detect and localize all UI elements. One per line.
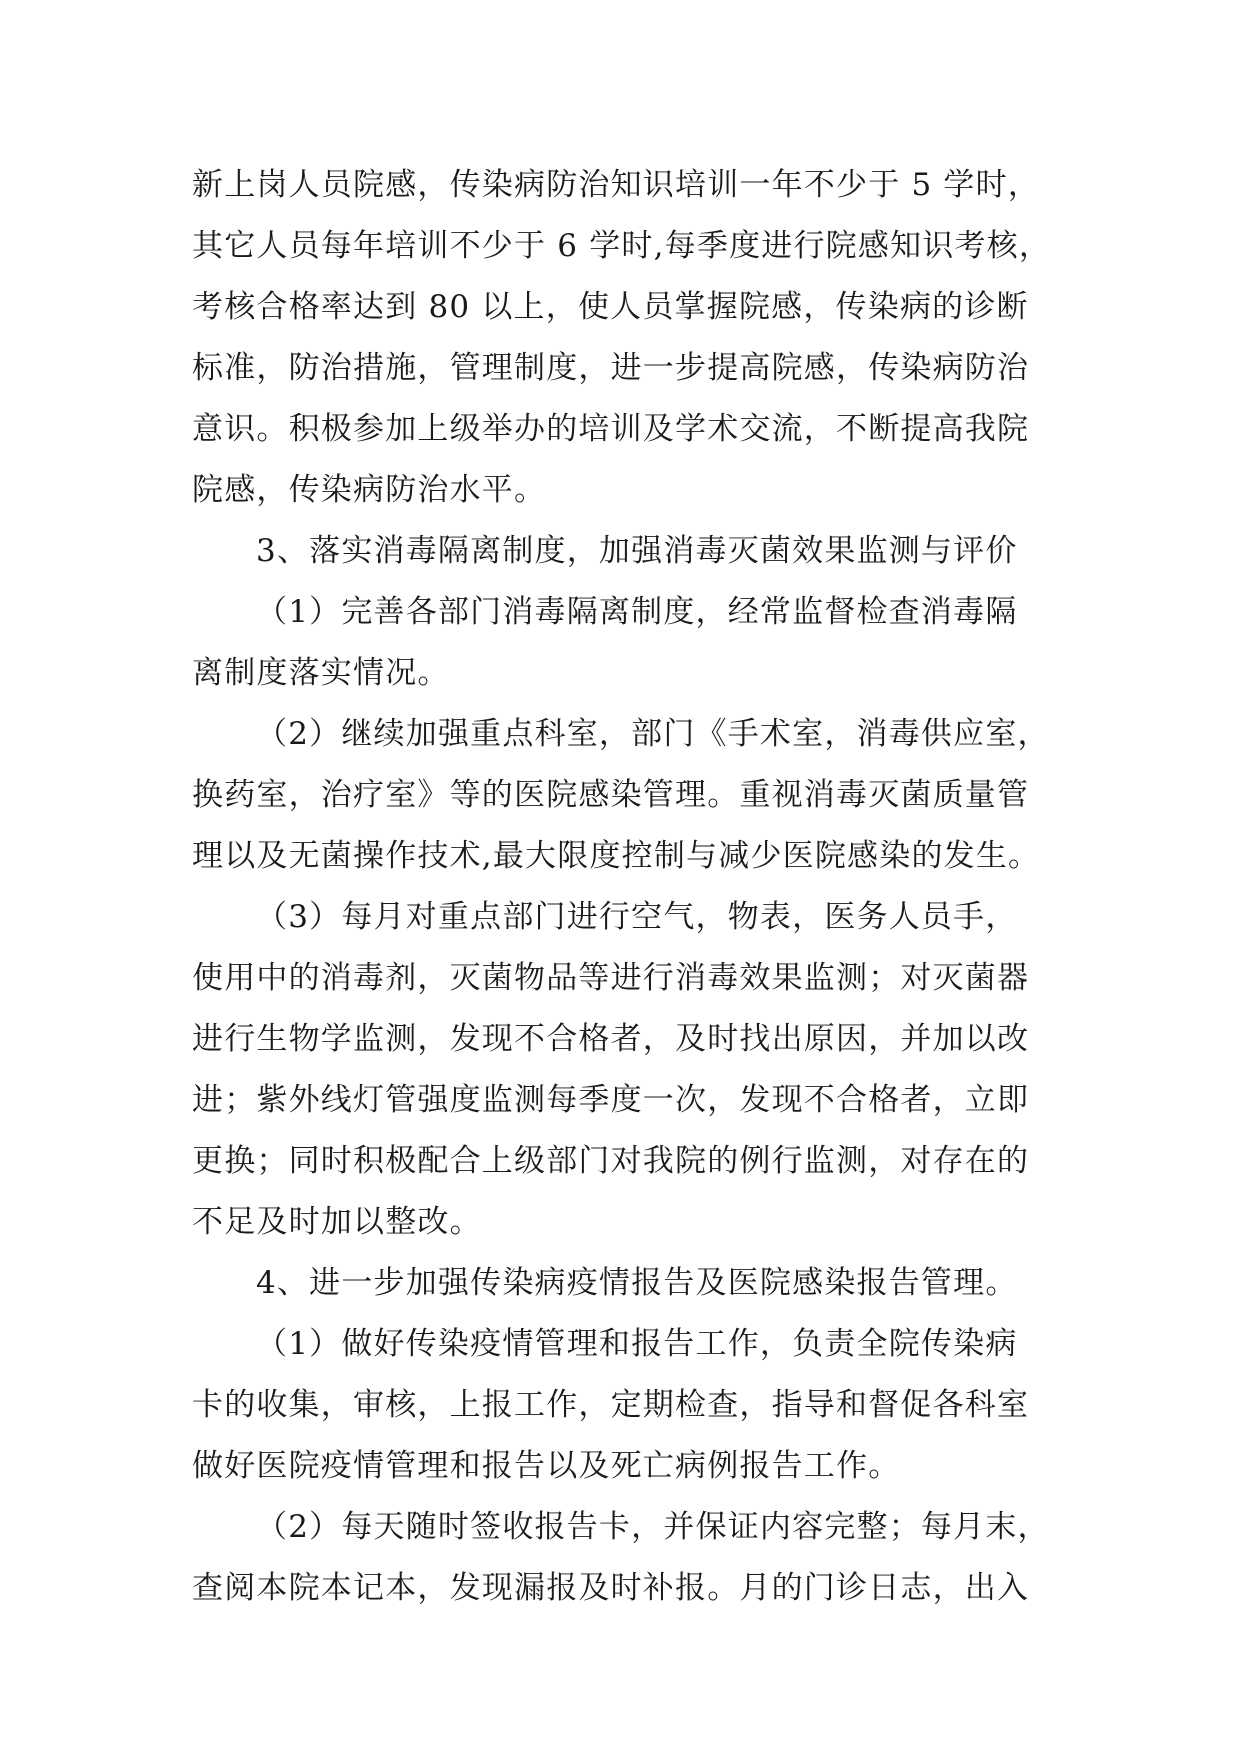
text-line: 卡的收集，审核，上报工作，定期检查，指导和督促各科室 (192, 1387, 1030, 1423)
text-line: 理以及无菌操作技术,最大限度控制与减少医院感染的发生。 (192, 838, 1041, 874)
text-line: 更换；同时积极配合上级部门对我院的例行监测，对存在的 (192, 1143, 1030, 1179)
text-line: 其它人员每年培训不少于 6 学时,每季度进行院感知识考核， (192, 228, 1052, 264)
text-line: 不足及时加以整改。 (192, 1204, 482, 1240)
document-page (192, 155, 1050, 1619)
text-line: 标准，防治措施，管理制度，进一步提高院感，传染病防治 (192, 350, 1030, 386)
text-line: 做好医院疫情管理和报告以及死亡病例报告工作。 (192, 1448, 901, 1484)
text-line: 新上岗人员院感，传染病防治知识培训一年不少于 5 学时， (192, 167, 1041, 203)
text-line: 考核合格率达到 80 以上，使人员掌握院感，传染病的诊断 (192, 289, 1029, 325)
text-line: 院感，传染病防治水平。 (192, 472, 547, 508)
text-line: 意识。积极参加上级举办的培训及学术交流，不断提高我院 (192, 411, 1030, 447)
text-line: （3）每月对重点部门进行空气，物表，医务人员手， (256, 899, 1018, 935)
section-heading: 3、落实消毒隔离制度，加强消毒灭菌效果监测与评价 (256, 533, 1018, 569)
text-line: 离制度落实情况。 (192, 655, 450, 691)
text-line: （1）做好传染疫情管理和报告工作，负责全院传染病 (256, 1326, 1018, 1362)
text-line: （2）继续加强重点科室，部门《手术室，消毒供应室， (256, 716, 1050, 752)
text-line: （2）每天随时签收报告卡，并保证内容完整；每月末， (256, 1509, 1050, 1545)
text-line: 换药室，治疗室》等的医院感染管理。重视消毒灭菌质量管 (192, 777, 1030, 813)
section-heading: 4、进一步加强传染病疫情报告及医院感染报告管理。 (256, 1265, 1018, 1301)
text-line: 进；紫外线灯管强度监测每季度一次，发现不合格者，立即 (192, 1082, 1030, 1118)
text-line: 进行生物学监测，发现不合格者，及时找出原因，并加以改 (192, 1021, 1030, 1057)
text-line: （1）完善各部门消毒隔离制度，经常监督检查消毒隔 (256, 594, 1018, 630)
text-line: 使用中的消毒剂，灭菌物品等进行消毒效果监测；对灭菌器 (192, 960, 1030, 996)
text-line: 查阅本院本记本，发现漏报及时补报。月的门诊日志，出入 (192, 1570, 1030, 1606)
